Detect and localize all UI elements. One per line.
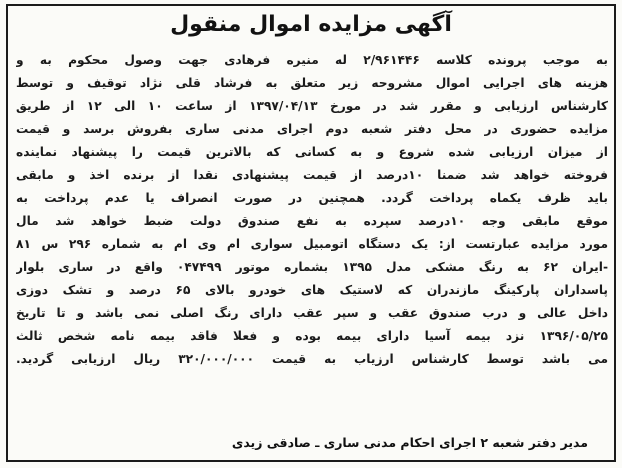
notice-line-2: هزینه های اجرایی اموال مشروحه زیر متعلق به فرشاد قلی نژاد توقیف و توسط <box>16 76 608 90</box>
notice-body <box>16 49 608 371</box>
notice-line-11: پاسداران پارکینگ مازندران که لاستیک های خودرو بالای ۶۵ درصد و تشک دوزی <box>16 283 608 297</box>
notice-line-9: مورد مزایده عبارتست از: یک دستگاه اتومبیل سواری ام وی ام به شماره ۲۹۶ س ۸۱ <box>16 237 608 251</box>
notice-line-8: موقع مابقی وجه ۱۰درصد سپرده به نفع صندوق دولت ضبط خواهد شد مال <box>16 214 608 228</box>
notice-line-6: فروخته خواهد شد ضمنا ۱۰درصد از قیمت پیشنهادی نقدا از برنده اخذ و مابقی <box>16 168 608 182</box>
notice-line-1: به موجب پرونده کلاسه ۲/۹۶۱۴۴۶ له منیره فرهادی جهت وصول محکوم به و <box>16 53 608 67</box>
notice-line-13: ۱۳۹۶/۰۵/۲۵ نزد بیمه آسیا دارای بیمه بوده و فعلا فاقد بیمه نامه شخص ثالث <box>16 329 608 343</box>
notice-line-7: باید ظرف یکماه پرداخت گردد. همچنین در صورت انصراف یا عدم پرداخت به <box>16 191 608 205</box>
notice-line-14: می باشد توسط کارشناس ارزیاب به قیمت ۳۲۰/۰۰۰/۰۰۰ ریال ارزیابی گردید. <box>16 352 608 366</box>
notice-line-12: داخل عالی و درب صندوق عقب و سپر عقب دارای رنگ اصلی نمی باشد و تا تاریخ <box>16 306 608 320</box>
notice-title: آگهی مزایده اموال منقول <box>170 12 452 37</box>
notice-line-3: کارشناس ارزیابی و مقرر شد در مورخ ۱۳۹۷/۰۴/۱۳ از ساعت ۱۰ الی ۱۲ از طریق <box>16 99 608 113</box>
notice-line-5: از میزان ارزیابی شده شروع و به کسانی که بالاترین قیمت را پیشنهاد نماینده <box>16 145 608 159</box>
notice-line-4: مزایده حضوری در محل دفتر شعبه دوم اجرای مدنی ساری بفروش برسد و قیمت <box>16 122 608 136</box>
notice-signature: مدیر دفتر شعبه ۲ اجرای احکام مدنی ساری ـ صادقی زیدی <box>231 435 588 450</box>
notice-line-10: -ایران ۶۲ به رنگ مشکی مدل ۱۳۹۵ بشماره موتور ۰۴۷۴۹۹ واقع در ساری بلوار <box>16 260 608 274</box>
